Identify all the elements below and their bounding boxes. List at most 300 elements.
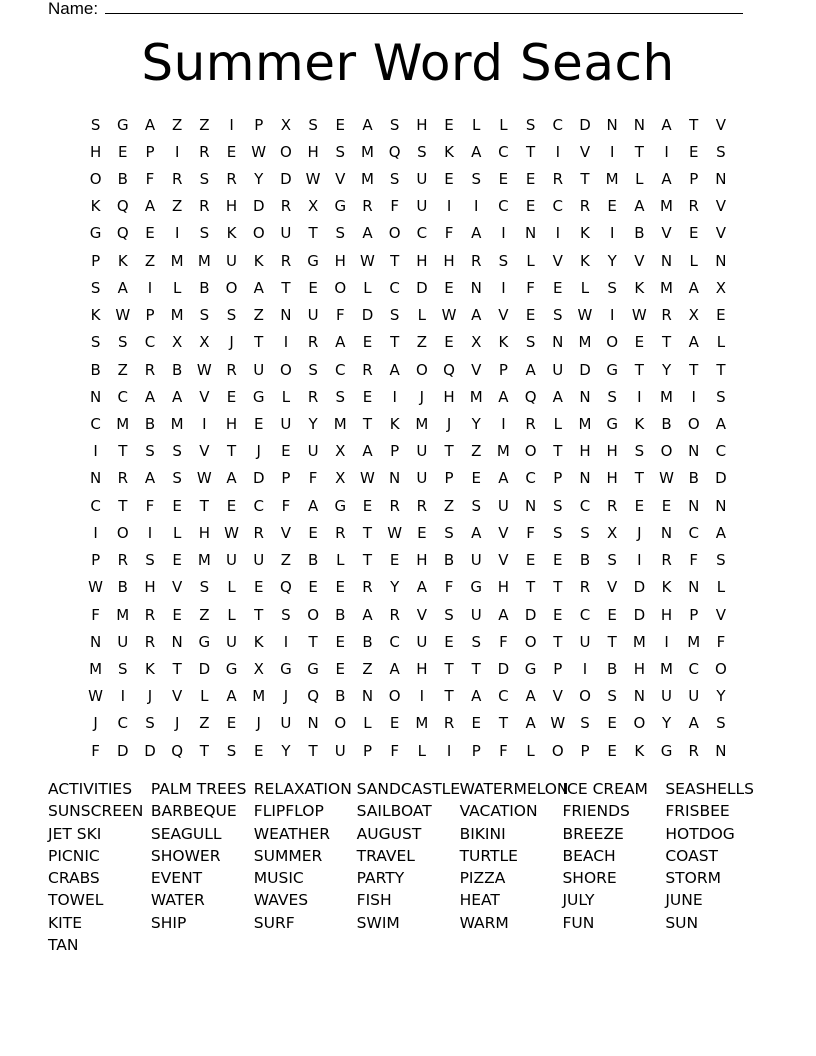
grid-letter: D	[715, 469, 727, 488]
grid-letter: I	[691, 387, 696, 406]
grid-letter: G	[334, 496, 347, 515]
grid-letter: B	[90, 360, 101, 379]
grid-letter: F	[281, 496, 291, 515]
grid-letter: T	[362, 415, 373, 434]
grid-letter: F	[444, 224, 454, 243]
grid-letter: S	[389, 170, 400, 189]
grid-letter: S	[389, 115, 400, 134]
grid-letter: E	[145, 224, 155, 243]
grid-letter: I	[555, 142, 560, 161]
grid-letter: U	[280, 714, 292, 733]
grid-letter: A	[471, 306, 482, 325]
grid-letter: L	[635, 170, 644, 189]
grid-letter: Q	[171, 741, 184, 760]
grid-letter: J	[637, 523, 642, 542]
word-list-item: STORM	[665, 869, 721, 888]
grid-letter: I	[609, 306, 615, 325]
word-list-item: COAST	[665, 846, 719, 865]
grid-letter: S	[145, 442, 155, 461]
grid-letter: L	[281, 387, 291, 406]
grid-letter: T	[308, 224, 318, 243]
grid-letter: S	[716, 551, 726, 570]
grid-letter: U	[307, 442, 319, 461]
grid-letter: A	[144, 469, 156, 488]
grid-letter: V	[607, 578, 618, 597]
grid-letter: N	[524, 224, 537, 243]
word-list-item: SURF	[253, 913, 295, 932]
grid-letter: V	[715, 197, 727, 216]
grid-letter: A	[525, 360, 536, 379]
grid-letter: H	[660, 605, 673, 624]
grid-letter: T	[226, 442, 237, 461]
grid-letter: M	[605, 170, 619, 189]
grid-letter: V	[715, 224, 727, 243]
grid-letter: M	[660, 659, 673, 678]
grid-letter: U	[552, 360, 564, 379]
grid-letter: E	[553, 605, 563, 624]
grid-letter: U	[416, 442, 428, 461]
grid-letter: S	[417, 142, 427, 161]
grid-letter: E	[471, 714, 481, 733]
grid-letter: F	[499, 741, 508, 760]
grid-letter: K	[634, 741, 645, 760]
word-list-item: SUNSCREEN	[48, 802, 144, 821]
grid-letter: X	[172, 333, 183, 352]
grid-letter: E	[308, 523, 318, 542]
grid-letter: R	[579, 578, 591, 597]
grid-letter: F	[716, 632, 726, 651]
grid-letter: N	[361, 687, 374, 706]
grid-letter: T	[362, 551, 373, 570]
grid-letter: G	[524, 659, 537, 678]
grid-letter: T	[308, 632, 318, 651]
grid-letter: E	[308, 578, 318, 597]
grid-letter: O	[334, 278, 347, 297]
grid-letter: G	[660, 741, 673, 760]
grid-letter: S	[471, 496, 481, 515]
grid-letter: M	[252, 687, 266, 706]
grid-letter: W	[659, 469, 674, 488]
grid-letter: G	[198, 632, 211, 651]
grid-letter: E	[607, 714, 617, 733]
grid-letter: V	[416, 605, 427, 624]
grid-letter: S	[634, 442, 645, 461]
grid-letter: Q	[524, 387, 537, 406]
grid-letter: B	[634, 224, 645, 243]
grid-letter: E	[688, 142, 699, 161]
grid-letter: R	[307, 387, 319, 406]
grid-letter: C	[579, 605, 591, 624]
grid-letter: D	[280, 170, 292, 189]
grid-letter: S	[199, 224, 210, 243]
grid-letter: X	[715, 278, 727, 297]
grid-letter: Z	[172, 115, 183, 134]
grid-letter: J	[283, 687, 289, 706]
grid-letter: S	[118, 333, 128, 352]
grid-letter: R	[280, 197, 292, 216]
grid-letter: F	[145, 170, 155, 189]
grid-letter: K	[444, 142, 454, 161]
grid-letter: P	[145, 306, 155, 325]
grid-letter: S	[580, 523, 590, 542]
grid-letter: S	[226, 741, 237, 760]
grid-letter: O	[715, 659, 727, 678]
grid-letter: E	[417, 523, 427, 542]
grid-letter: I	[446, 741, 452, 760]
grid-letter: S	[145, 551, 155, 570]
grid-letter: A	[253, 278, 264, 297]
grid-letter: S	[607, 687, 617, 706]
grid-letter: A	[471, 142, 482, 161]
page-title: Summer Word Seach	[141, 34, 675, 92]
grid-letter: S	[335, 224, 346, 243]
word-list-item: RELAXATION	[253, 780, 352, 798]
name-underline	[105, 0, 743, 14]
grid-letter: W	[224, 523, 239, 542]
grid-letter: H	[416, 251, 428, 270]
grid-letter: T	[444, 687, 454, 706]
grid-letter: B	[607, 659, 618, 678]
grid-letter: G	[606, 360, 618, 379]
grid-letter: J	[256, 442, 261, 461]
grid-letter: A	[226, 687, 237, 706]
grid-letter: C	[525, 469, 536, 488]
word-list-item: SAILBOAT	[356, 802, 432, 821]
word-list-item: SEAGULL	[150, 824, 222, 843]
word-list-item: BIKINI	[459, 824, 506, 843]
grid-letter: B	[335, 605, 346, 624]
grid-letter: T	[118, 496, 128, 515]
grid-letter: X	[335, 469, 346, 488]
grid-letter: U	[497, 496, 509, 515]
grid-letter: E	[172, 496, 182, 515]
grid-letter: Y	[254, 170, 264, 189]
grid-letter: K	[634, 278, 645, 297]
grid-letter: R	[280, 251, 292, 270]
grid-letter: R	[362, 578, 373, 597]
grid-letter: O	[225, 278, 238, 297]
grid-letter: A	[525, 687, 536, 706]
grid-letter: I	[637, 551, 642, 570]
grid-letter: R	[471, 251, 482, 270]
grid-letter: S	[90, 333, 101, 352]
grid-letter: T	[689, 360, 699, 379]
grid-letter: S	[498, 251, 509, 270]
grid-letter: Q	[443, 360, 455, 379]
grid-letter: Y	[607, 251, 617, 270]
grid-letter: R	[226, 170, 237, 189]
grid-letter: A	[498, 387, 509, 406]
grid-letter: J	[256, 714, 261, 733]
grid-letter: R	[389, 496, 400, 515]
grid-letter: T	[526, 142, 536, 161]
grid-letter: S	[90, 278, 101, 297]
grid-letter: E	[335, 632, 346, 651]
grid-letter: E	[172, 605, 182, 624]
grid-letter: F	[390, 741, 399, 760]
grid-letter: I	[147, 278, 153, 297]
grid-letter: A	[307, 496, 319, 515]
grid-letter: N	[715, 496, 727, 515]
grid-letter: M	[632, 632, 646, 651]
grid-letter: M	[197, 251, 211, 270]
grid-letter: W	[196, 469, 212, 488]
grid-letter: W	[441, 306, 457, 325]
grid-letter: C	[117, 714, 129, 733]
grid-letter: G	[225, 659, 238, 678]
grid-letter: A	[688, 714, 699, 733]
grid-letter: L	[553, 415, 562, 434]
grid-letter: D	[361, 306, 374, 325]
grid-letter: E	[607, 197, 617, 216]
grid-letter: T	[254, 333, 264, 352]
grid-letter: A	[471, 523, 482, 542]
grid-letter: R	[199, 197, 210, 216]
grid-letter: B	[362, 632, 373, 651]
grid-letter: E	[335, 578, 346, 597]
grid-letter: I	[283, 333, 289, 352]
grid-letter: D	[497, 659, 510, 678]
grid-letter: C	[715, 442, 727, 461]
grid-letter: O	[334, 714, 347, 733]
grid-letter: V	[498, 551, 509, 570]
grid-letter: E	[716, 306, 726, 325]
grid-letter: E	[226, 387, 237, 406]
grid-letter: L	[417, 741, 427, 760]
grid-letter: M	[333, 415, 347, 434]
grid-letter: A	[362, 442, 373, 461]
grid-letter: B	[307, 551, 319, 570]
grid-letter: R	[226, 360, 237, 379]
grid-letter: K	[389, 415, 400, 434]
grid-letter: R	[416, 496, 428, 515]
grid-letter: E	[634, 496, 645, 515]
grid-letter: L	[363, 278, 372, 297]
grid-letter: N	[579, 387, 591, 406]
grid-letter: I	[664, 142, 669, 161]
grid-letter: N	[307, 714, 319, 733]
word-list-item: TAN	[48, 936, 79, 955]
word-list-item: SHOWER	[150, 846, 221, 865]
grid-letter: S	[580, 714, 590, 733]
grid-letter: D	[144, 741, 156, 760]
grid-letter: J	[147, 687, 153, 706]
grid-letter: T	[716, 360, 726, 379]
grid-letter: Y	[716, 687, 726, 706]
grid-letter: T	[526, 578, 536, 597]
grid-letter: U	[307, 306, 319, 325]
grid-letter: P	[91, 551, 101, 570]
grid-letter: S	[308, 360, 318, 379]
grid-letter: V	[199, 387, 210, 406]
grid-letter: V	[172, 687, 183, 706]
grid-letter: A	[389, 659, 400, 678]
grid-letter: E	[362, 387, 373, 406]
grid-letter: M	[469, 387, 483, 406]
word-list-item: AUGUST	[356, 824, 422, 843]
grid-letter: M	[578, 333, 592, 352]
grid-letter: C	[579, 496, 591, 515]
grid-letter: V	[715, 115, 727, 134]
grid-letter: C	[389, 632, 400, 651]
grid-letter: X	[307, 197, 319, 216]
word-list-item: JUNE	[665, 891, 703, 910]
grid-letter: E	[335, 115, 346, 134]
grid-letter: W	[631, 306, 647, 325]
word-list-item: SHORE	[562, 869, 617, 888]
grid-letter: M	[415, 415, 429, 434]
grid-letter: L	[336, 551, 345, 570]
grid-letter: U	[117, 632, 129, 651]
word-list-item: PARTY	[356, 869, 405, 888]
grid-letter: A	[715, 523, 727, 542]
grid-letter: I	[202, 415, 207, 434]
grid-letter: B	[443, 551, 455, 570]
grid-letter: N	[89, 469, 102, 488]
grid-letter: N	[715, 741, 727, 760]
grid-letter: N	[89, 387, 102, 406]
word-list-item: SUMMER	[253, 846, 323, 865]
grid-letter: W	[550, 714, 566, 733]
grid-letter: L	[417, 306, 427, 325]
grid-letter: T	[471, 659, 481, 678]
grid-letter: L	[689, 251, 698, 270]
grid-letter: B	[579, 551, 591, 570]
grid-letter: A	[552, 387, 563, 406]
grid-letter: Z	[443, 496, 455, 515]
grid-letter: A	[144, 387, 156, 406]
grid-letter: Z	[199, 714, 210, 733]
grid-letter: R	[661, 551, 672, 570]
grid-letter: T	[199, 496, 209, 515]
grid-letter: E	[525, 306, 536, 325]
grid-letter: C	[416, 224, 428, 243]
grid-letter: S	[553, 523, 563, 542]
grid-letter: Z	[199, 605, 210, 624]
word-list-item: PIZZA	[459, 869, 506, 888]
word-list-item: SWIM	[356, 913, 400, 932]
grid-letter: S	[553, 496, 563, 515]
grid-letter: B	[172, 360, 183, 379]
grid-letter: E	[226, 496, 237, 515]
grid-letter: C	[117, 387, 129, 406]
grid-letter: E	[525, 170, 536, 189]
grid-letter: V	[715, 605, 727, 624]
grid-letter: P	[91, 251, 101, 270]
word-list-item: WATER	[150, 891, 205, 910]
grid-letter: T	[607, 632, 617, 651]
grid-letter: T	[281, 278, 291, 297]
word-list-item: MUSIC	[253, 869, 304, 888]
grid-letter: W	[115, 306, 131, 325]
grid-letter: T	[444, 442, 454, 461]
grid-letter: U	[688, 687, 700, 706]
grid-letter: H	[579, 442, 591, 461]
grid-letter: W	[305, 170, 321, 189]
grid-letter: D	[579, 115, 591, 134]
grid-letter: H	[416, 115, 428, 134]
word-list-item: FUN	[562, 913, 595, 932]
grid-letter: U	[226, 551, 238, 570]
grid-letter: S	[172, 469, 182, 488]
grid-letter: R	[661, 306, 672, 325]
grid-letter: S	[199, 170, 210, 189]
grid-letter: E	[281, 442, 291, 461]
grid-letter: M	[660, 197, 673, 216]
grid-letter: M	[578, 415, 592, 434]
grid-letter: P	[145, 142, 155, 161]
grid-letter: Z	[253, 306, 264, 325]
grid-letter: U	[253, 551, 265, 570]
grid-letter: A	[471, 224, 482, 243]
grid-letter: U	[280, 415, 292, 434]
grid-letter: X	[253, 659, 264, 678]
grid-letter: I	[474, 197, 479, 216]
grid-letter: M	[415, 714, 429, 733]
grid-letter: T	[390, 333, 400, 352]
grid-letter: N	[470, 278, 482, 297]
grid-letter: L	[716, 333, 726, 352]
word-list-item: ICE CREAM	[562, 780, 648, 798]
grid-letter: T	[689, 115, 699, 134]
grid-letter: E	[444, 333, 454, 352]
grid-letter: C	[498, 687, 509, 706]
grid-letter: U	[416, 632, 428, 651]
grid-letter: B	[199, 278, 210, 297]
grid-letter: K	[90, 197, 101, 216]
grid-letter: O	[89, 170, 102, 189]
grid-letter: S	[471, 632, 481, 651]
grid-letter: D	[252, 469, 265, 488]
word-list-item: FLIPFLOP	[253, 802, 324, 821]
grid-letter: Y	[471, 415, 481, 434]
grid-letter: I	[283, 632, 289, 651]
grid-letter: J	[446, 415, 452, 434]
word-list-item: WATERMELON	[459, 780, 569, 798]
grid-letter: D	[579, 360, 591, 379]
grid-letter: B	[335, 687, 346, 706]
grid-letter: R	[253, 523, 264, 542]
grid-letter: N	[606, 115, 618, 134]
grid-letter: S	[553, 306, 563, 325]
grid-letter: E	[525, 551, 536, 570]
grid-letter: S	[281, 605, 291, 624]
grid-letter: A	[471, 687, 482, 706]
word-list-item: TRAVEL	[356, 846, 415, 865]
grid-letter: E	[553, 551, 563, 570]
grid-letter: O	[252, 224, 265, 243]
grid-letter: F	[444, 578, 454, 597]
grid-letter: L	[499, 115, 508, 134]
grid-letter: E	[471, 469, 481, 488]
grid-letter: H	[225, 415, 238, 434]
name-label: Name:	[48, 0, 103, 18]
grid-letter: K	[580, 251, 590, 270]
grid-letter: A	[362, 224, 373, 243]
grid-letter: P	[553, 469, 563, 488]
grid-letter: O	[687, 415, 700, 434]
grid-letter: K	[580, 224, 590, 243]
grid-letter: R	[443, 714, 455, 733]
grid-letter: R	[389, 605, 400, 624]
grid-letter: T	[172, 659, 182, 678]
word-list-item: FRISBEE	[665, 802, 730, 821]
grid-letter: S	[607, 387, 617, 406]
grid-letter: E	[525, 197, 536, 216]
grid-letter: E	[253, 578, 264, 597]
grid-letter: A	[634, 197, 645, 216]
grid-letter: R	[335, 523, 346, 542]
